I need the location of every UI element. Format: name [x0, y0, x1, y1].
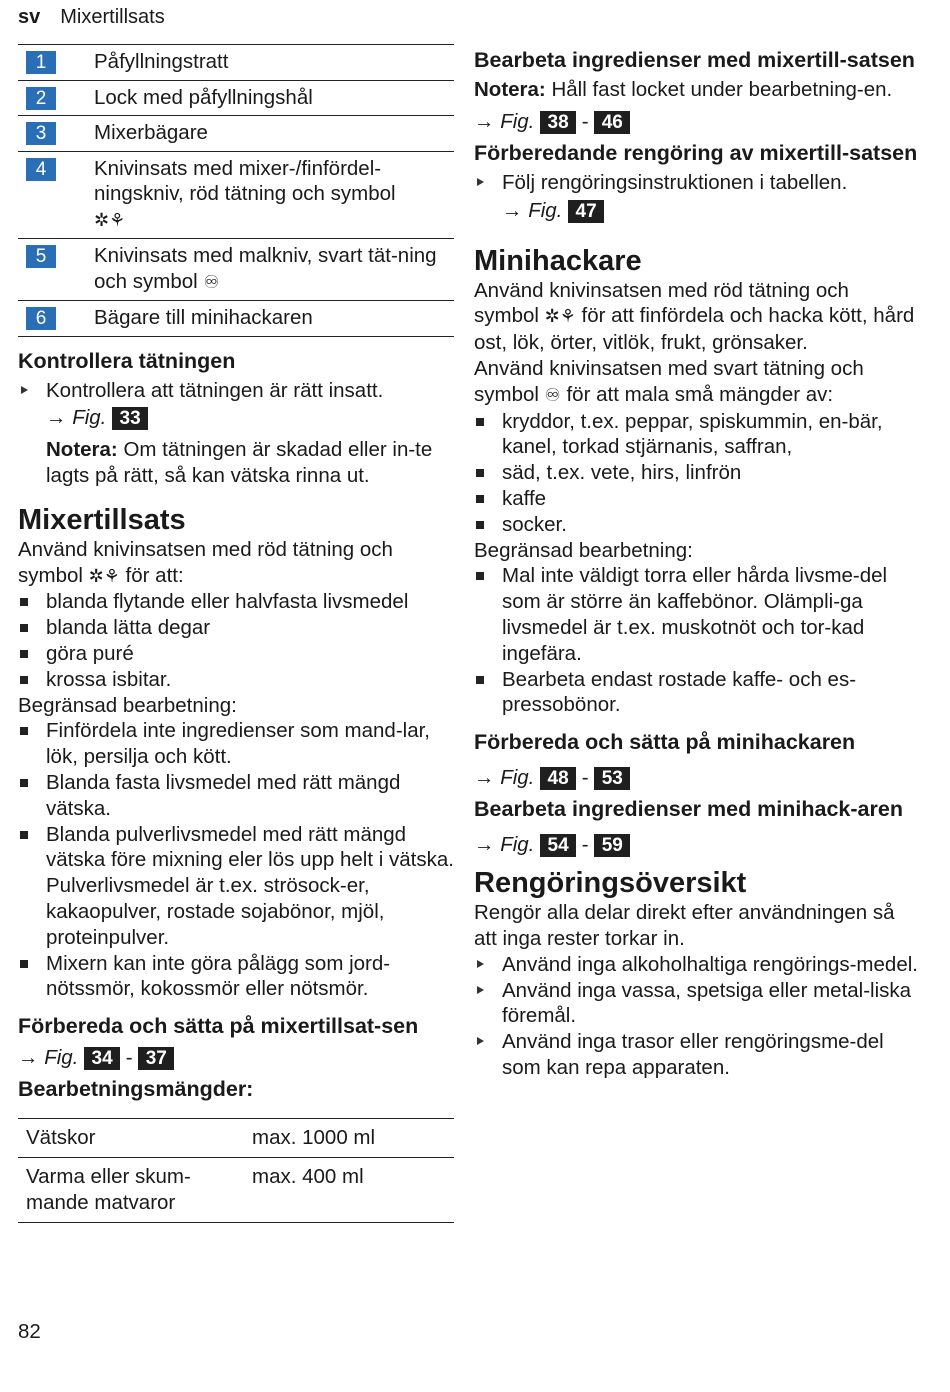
list-item: Mal inte väldigt torra eller hårda livsme-del som är större än kaffebönor. Olämpli-ga livsmedel är t.ex. muskotnöt och tor-kad ingefära.	[474, 563, 919, 666]
figure-reference: → Fig. 38 - 46	[474, 107, 919, 137]
fig-number: 54	[540, 834, 576, 857]
fig-number: 46	[594, 111, 630, 134]
grinder-symbol-icon: ♾	[203, 271, 220, 292]
limited-label: Begränsad bearbetning:	[474, 538, 693, 562]
section-heading: Minihackare	[474, 244, 642, 277]
intro-text-end: för att finfördela och hacka kött, hård ost, lök, örter, vitlök, frukt, grönsaker.	[474, 304, 915, 355]
uses-list	[18, 589, 454, 692]
figure-reference: → Fig. 54 - 59	[474, 830, 919, 860]
figure-reference: → Fig. 47	[474, 196, 919, 226]
left-column	[18, 44, 454, 1223]
part-text: Bägare till minihackaren	[94, 301, 454, 337]
paragraph	[18, 537, 454, 590]
list-item: Använd inga alkoholhaltiga rengörings-medel.	[474, 952, 919, 978]
fig-label: Fig.	[500, 766, 535, 790]
note-text: Håll fast locket under bearbetning-en.	[545, 78, 893, 101]
paragraph	[474, 278, 919, 356]
part-text: Mixerbägare	[94, 116, 454, 152]
fig-number: 48	[540, 767, 576, 790]
limited-list	[18, 718, 454, 1002]
figure-reference: → Fig. 48 - 53	[474, 763, 919, 793]
list-item: säd, t.ex. vete, hirs, linfrön	[474, 460, 919, 486]
list-item: Blanda fasta livsmedel med rätt mängd vätska.	[18, 770, 454, 822]
list-item: Följ rengöringsinstruktionen i tabellen.	[474, 170, 919, 196]
section-title: Bearbeta ingredienser med minihack-aren	[474, 797, 903, 822]
blade-symbol-icon: ✲⚘	[88, 565, 120, 586]
amounts-table	[18, 1118, 454, 1222]
paragraph	[474, 356, 919, 409]
list-item: Blanda pulverlivsmedel med rätt mängd vätska före mixning eler lös upp helt i vätska. Pulverlivsmedel är t.ex. strösock-er, kakaopulver, rostade sojabönor, mjöl, proteinpulver.	[18, 822, 454, 951]
intro-text: Använd knivinsatsen med röd tätning och symbol	[18, 537, 393, 587]
intro-text-end: för att mala små mängder av:	[560, 382, 834, 406]
note	[474, 77, 919, 103]
intro-text: Använd knivinsatsen med svart tätning och symbol	[474, 356, 864, 406]
fig-label: Fig.	[72, 406, 107, 430]
part-number: 2	[26, 87, 56, 110]
table-row	[18, 80, 454, 116]
list-item: Använd inga vassa, spetsiga eller metal-liska föremål.	[474, 978, 919, 1030]
part-number: 1	[26, 51, 56, 74]
part-number: 3	[26, 122, 56, 145]
fig-number: 34	[84, 1047, 120, 1070]
instruction-list	[474, 952, 919, 1081]
list-item: krossa isbitar.	[18, 667, 454, 693]
page-number: 82	[18, 1320, 41, 1343]
list-item: socker.	[474, 512, 919, 538]
part-text-cell	[94, 239, 454, 301]
part-text: Knivinsats med malkniv, svart tät-ning och symbol	[94, 244, 437, 293]
language-code: sv	[18, 6, 41, 28]
blade-symbol-icon: ✲⚘	[544, 306, 576, 327]
note-text: Om tätningen är skadad eller in-te lagts på rätt, så kan vätska rinna ut.	[46, 438, 433, 488]
note-label: Notera:	[46, 438, 118, 462]
fig-number: 53	[594, 767, 630, 790]
list-item: Mixern kan inte göra pålägg som jord-nötssmör, kokossmör eller nötsmör.	[18, 951, 454, 1003]
paragraph: Rengör alla delar direkt efter användningen så att inga rester torkar in.	[474, 901, 895, 950]
grinder-symbol-icon: ♾	[544, 384, 561, 405]
section-title: Förbereda och sätta på minihackaren	[474, 730, 856, 755]
fig-label: Fig.	[500, 833, 535, 857]
limited-list	[474, 563, 919, 718]
fig-number: 37	[138, 1047, 174, 1070]
table-row	[18, 45, 454, 81]
list-item: kaffe	[474, 486, 919, 512]
header-title: Mixertillsats	[60, 6, 165, 28]
page-header	[18, 6, 165, 29]
section-title: Förbereda och sätta på mixertillsat-sen	[18, 1014, 419, 1039]
fig-label: Fig.	[528, 198, 563, 222]
table-row	[18, 301, 454, 337]
part-text: Knivinsats med mixer-/finfördel-ningskniv, röd tätning och symbol	[94, 156, 396, 205]
section-title: Bearbetningsmängder:	[18, 1077, 254, 1102]
amount-item: Varma eller skum-mande matvaror	[18, 1158, 244, 1223]
amount-item: Vätskor	[18, 1119, 244, 1158]
intro-text: Använd knivinsatsen med röd tätning och symbol	[474, 278, 849, 328]
list-item: göra puré	[18, 641, 454, 667]
part-number: 4	[26, 158, 56, 181]
table-row	[18, 1119, 454, 1158]
fig-number: 33	[112, 407, 148, 430]
list-item: Finfördela inte ingredienser som mand-lar, lök, persilja och kött.	[18, 718, 454, 770]
part-text-cell	[94, 151, 454, 239]
figure-reference: → Fig. 33	[18, 403, 454, 433]
table-row	[18, 1158, 454, 1223]
list-item: blanda lätta degar	[18, 615, 454, 641]
fig-number: 47	[568, 200, 604, 223]
fig-number: 38	[540, 111, 576, 134]
list-item: Bearbeta endast rostade kaffe- och es-pressobönor.	[474, 667, 919, 719]
fig-number: 59	[594, 834, 630, 857]
part-text: Påfyllningstratt	[94, 45, 454, 81]
amount-max: max. 1000 ml	[244, 1119, 454, 1158]
part-text: Lock med påfyllningshål	[94, 80, 454, 116]
section-title: Kontrollera tätningen	[18, 348, 236, 373]
part-number: 5	[26, 245, 56, 268]
table-row	[18, 151, 454, 239]
uses-list	[474, 409, 919, 538]
section-heading: Mixertillsats	[18, 503, 186, 536]
table-row	[18, 116, 454, 152]
intro-text-end: för att:	[119, 563, 184, 587]
parts-table	[18, 44, 454, 337]
instruction-list	[474, 170, 919, 196]
figure-reference: → Fig. 34 - 37	[18, 1043, 454, 1073]
fig-label: Fig.	[44, 1046, 79, 1070]
part-number: 6	[26, 307, 56, 330]
limited-label: Begränsad bearbetning:	[18, 693, 237, 717]
right-column	[474, 44, 919, 1081]
note	[18, 437, 454, 489]
list-item: blanda flytande eller halvfasta livsmedel	[18, 589, 454, 615]
section-title: Förberedande rengöring av mixertill-satsen	[474, 140, 918, 165]
instruction-list	[18, 378, 454, 404]
list-item: Kontrollera att tätningen är rätt insatt.	[18, 378, 454, 404]
section-title: Bearbeta ingredienser med mixertill-satsen	[474, 48, 915, 72]
fig-label: Fig.	[500, 109, 535, 133]
list-item: kryddor, t.ex. peppar, spiskummin, en-bär, kanel, torkad stjärnanis, saffran,	[474, 409, 919, 461]
blade-symbol-icon: ✲⚘	[94, 209, 126, 230]
amount-max: max. 400 ml	[244, 1158, 454, 1223]
table-row	[18, 239, 454, 301]
section-heading: Rengöringsöversikt	[474, 867, 747, 900]
note-label: Notera:	[474, 78, 546, 101]
list-item: Använd inga trasor eller rengöringsme-del som kan repa apparaten.	[474, 1029, 919, 1081]
